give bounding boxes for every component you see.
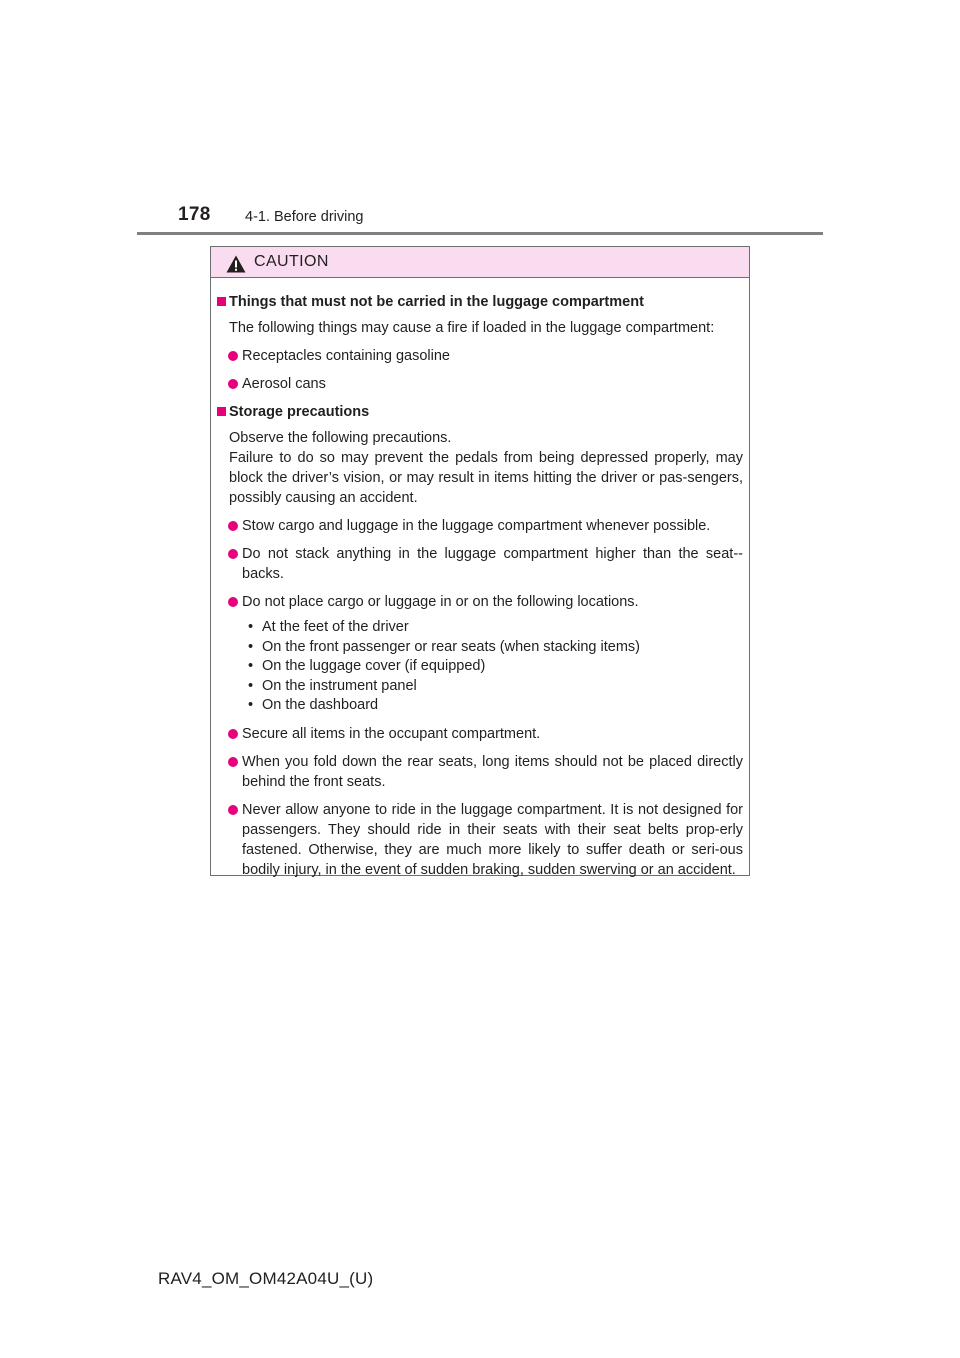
caution-body (211, 278, 749, 880)
list-item (217, 592, 743, 612)
circle-bullet-icon (228, 597, 238, 607)
list-item (217, 724, 743, 744)
square-bullet-icon (217, 297, 226, 306)
circle-bullet-icon (228, 379, 238, 389)
caution-header (211, 247, 749, 278)
circle-bullet-icon (228, 521, 238, 531)
list-item (217, 346, 743, 366)
sub-list-item: • On the front passenger or rear seats (when stacking items) (248, 638, 640, 655)
sub-list-item: • On the dashboard (248, 697, 379, 713)
circle-bullet-icon (228, 729, 238, 739)
square-bullet-icon (217, 407, 226, 416)
list-item-text: Secure all items in the occupant compartment. (242, 725, 541, 742)
header-divider (137, 232, 823, 235)
sub-list-item: • On the instrument panel (248, 677, 417, 694)
circle-bullet-icon (228, 805, 238, 815)
circle-bullet-icon (228, 549, 238, 559)
topic-heading-storage (217, 402, 743, 422)
paragraph: The following things may cause a fire if loaded in the luggage compartment: (229, 320, 715, 336)
list-item (217, 374, 743, 394)
list-item-text: Stow cargo and luggage in the luggage compartment whenever possible. (242, 518, 711, 534)
list-item-text: Never allow anyone to ride in the luggage compartment. It is not designed for passengers. They should ride in their seats with their seat belts prop-erly fastened. Otherwise, they are much more likely to suffer death or seri-ous bodily injury, in the event of sudden braking, sudden swerving or an accident. (242, 801, 743, 878)
topic-heading-luggage-items (217, 292, 743, 312)
list-item-text: Do not place cargo or luggage in or on the following locations. (242, 594, 639, 610)
caution-box (210, 246, 750, 876)
section-title: 4-1. Before driving (245, 209, 364, 225)
warning-triangle-icon (226, 255, 246, 273)
page-header (0, 0, 960, 240)
list-item (217, 800, 743, 880)
paragraph: Observe the following precautions. (229, 430, 452, 446)
sub-list (217, 618, 743, 716)
list-item (217, 752, 743, 792)
circle-bullet-icon (228, 757, 238, 767)
list-item (217, 544, 743, 584)
circle-bullet-icon (228, 351, 238, 361)
topic-title: Storage precautions (229, 404, 370, 420)
list-item-text: Do not stack anything in the luggage compartment higher than the seat-backs. (242, 546, 743, 582)
caution-label: CAUTION (254, 253, 329, 270)
list-item-text: When you fold down the rear seats, long items should not be placed directly behind the front seats. (242, 753, 743, 790)
list-item (217, 516, 743, 536)
page-number: 178 (178, 204, 211, 225)
list-item-text: Receptacles containing gasoline (242, 348, 450, 364)
paragraph: Failure to do so may prevent the pedals from being depressed properly, may block the driver’s vision, or may result in items hitting the driver or pas-sengers, possibly causing an accident. (229, 450, 743, 506)
sub-list-item: • On the luggage cover (if equipped) (248, 658, 486, 674)
topic-title: Things that must not be carried in the luggage compartment (229, 294, 644, 310)
document-code: RAV4_OM_OM42A04U_(U) (158, 1269, 374, 1288)
sub-list-item: • At the feet of the driver (248, 619, 409, 635)
list-item-text: Aerosol cans (242, 376, 326, 392)
